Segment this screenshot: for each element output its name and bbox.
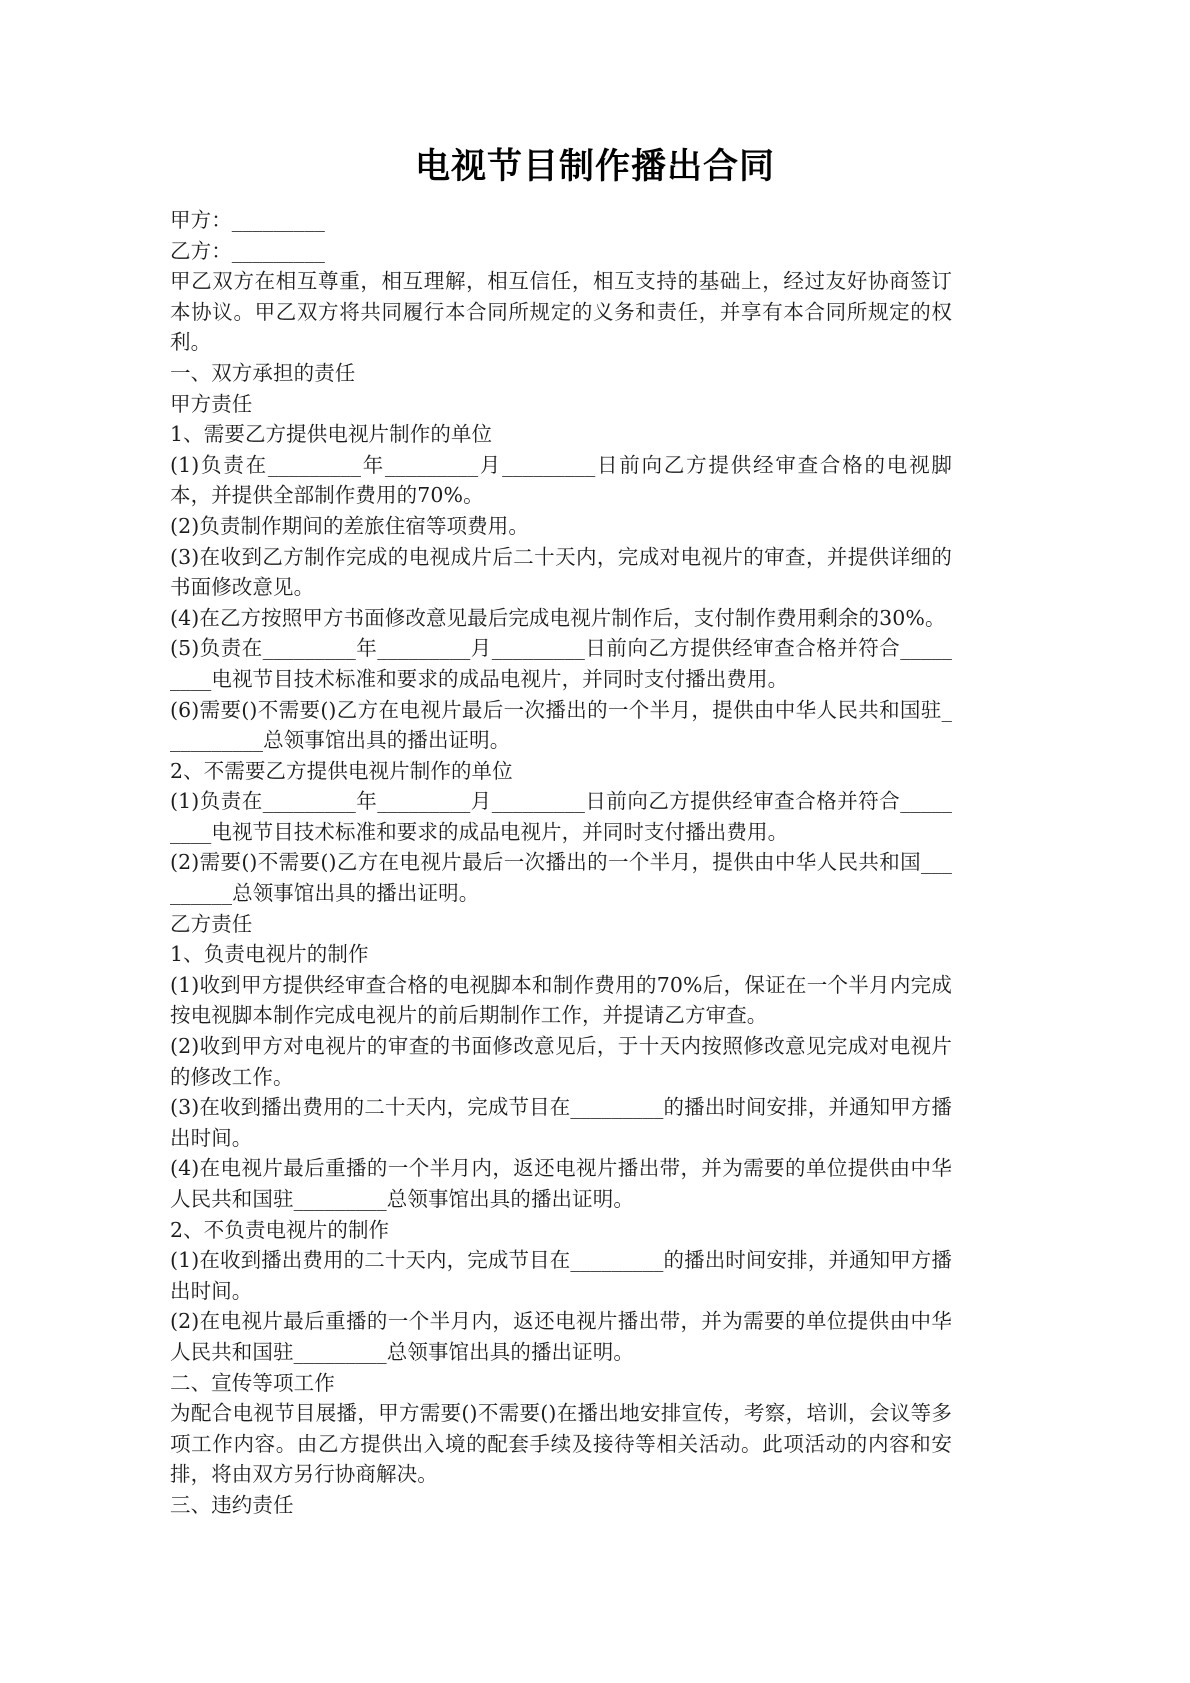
heading-section-2: 二、宣传等项工作 [170, 1370, 335, 1395]
heading-a-1: 1、需要乙方提供电视片制作的单位 [170, 422, 493, 447]
paragraph-party-a-line: 甲方：_________ [170, 208, 325, 232]
paragraph-a-2-1: (1)负责在_________年_________月_________日前向乙方提供经审查合格并符合_________电视节目技术标准和要求的成品电视片，并同时支付播出费用。 [170, 789, 952, 844]
heading-section-1: 一、双方承担的责任 [170, 360, 356, 385]
paragraph-b-1-3: (3)在收到播出费用的二十天内，完成节目在_________的播出时间安排，并通知甲方播出时间。 [170, 1095, 952, 1150]
page-title: 电视节目制作播出合同 [414, 147, 775, 187]
paragraph-a-1-1: (1)负责在_________年_________月_________日前向乙方提供经审查合格的电视脚本，并提供全部制作费用的70%。 [170, 452, 952, 508]
heading-b-2: 2、不负责电视片的制作 [170, 1217, 390, 1242]
document-body [170, 205, 952, 1521]
heading-section-3: 三、违约责任 [170, 1492, 294, 1517]
paragraph-a-1-3: (3)在收到乙方制作完成的电视成片后二十天内，完成对电视片的审查，并提供详细的书面修改意见。 [170, 544, 952, 600]
paragraph-b-1-4: (4)在电视片最后重播的一个半月内，返还电视片播出带，并为需要的单位提供由中华人民共和国驻_________总领事馆出具的播出证明。 [170, 1156, 952, 1211]
heading-a-2: 2、不需要乙方提供电视片制作的单位 [170, 758, 513, 783]
heading-b-1: 1、负责电视片的制作 [170, 942, 369, 967]
paragraph-a-2-2: (2)需要()不需要()乙方在电视片最后一次播出的一个半月，提供由中华人民共和国_________总领事馆出具的播出证明。 [170, 850, 952, 906]
heading-party-b-duty: 乙方责任 [170, 911, 253, 936]
paragraph-b-1-2: (2)收到甲方对电视片的审查的书面修改意见后，于十天内按照修改意见完成对电视片的修改工作。 [170, 1034, 952, 1089]
paragraph-b-1-1: (1)收到甲方提供经审查合格的电视脚本和制作费用的70%后，保证在一个半月内完成按电视脚本制作完成电视片的前后期制作工作，并提请乙方审查。 [170, 972, 952, 1028]
paragraph-a-1-2: (2)负责制作期间的差旅住宿等项费用。 [170, 513, 529, 538]
paragraph-a-1-4: (4)在乙方按照甲方书面修改意见最后完成电视片制作后，支付制作费用剩余的30%。 [170, 605, 946, 630]
paragraph-b-2-1: (1)在收到播出费用的二十天内，完成节目在_________的播出时间安排，并通知甲方播出时间。 [170, 1248, 952, 1303]
paragraph-b-2-2: (2)在电视片最后重播的一个半月内，返还电视片播出带，并为需要的单位提供由中华人民共和国驻_________总领事馆出具的播出证明。 [170, 1309, 952, 1364]
paragraph-section-2-body: 为配合电视节目展播，甲方需要()不需要()在播出地安排宣传，考察，培训，会议等多项工作内容。由乙方提供出入境的配套手续及接待等相关活动。此项活动的内容和安排，将由双方另行协商解决。 [170, 1401, 952, 1487]
paragraph-party-b-line: 乙方：_________ [170, 238, 325, 263]
heading-party-a-duty: 甲方责任 [170, 391, 253, 416]
paragraph-preamble: 甲乙双方在相互尊重，相互理解，相互信任，相互支持的基础上，经过友好协商签订本协议。甲乙双方将共同履行本合同所规定的义务和责任，并享有本合同所规定的权利。 [170, 269, 952, 355]
paragraph-a-1-5: (5)负责在_________年_________月_________日前向乙方提供经审查合格并符合_________电视节目技术标准和要求的成品电视片，并同时支付播出费用。 [170, 636, 952, 691]
paragraph-a-1-6: (6)需要()不需要()乙方在电视片最后一次播出的一个半月，提供由中华人民共和国驻__________总领事馆出具的播出证明。 [170, 697, 952, 753]
